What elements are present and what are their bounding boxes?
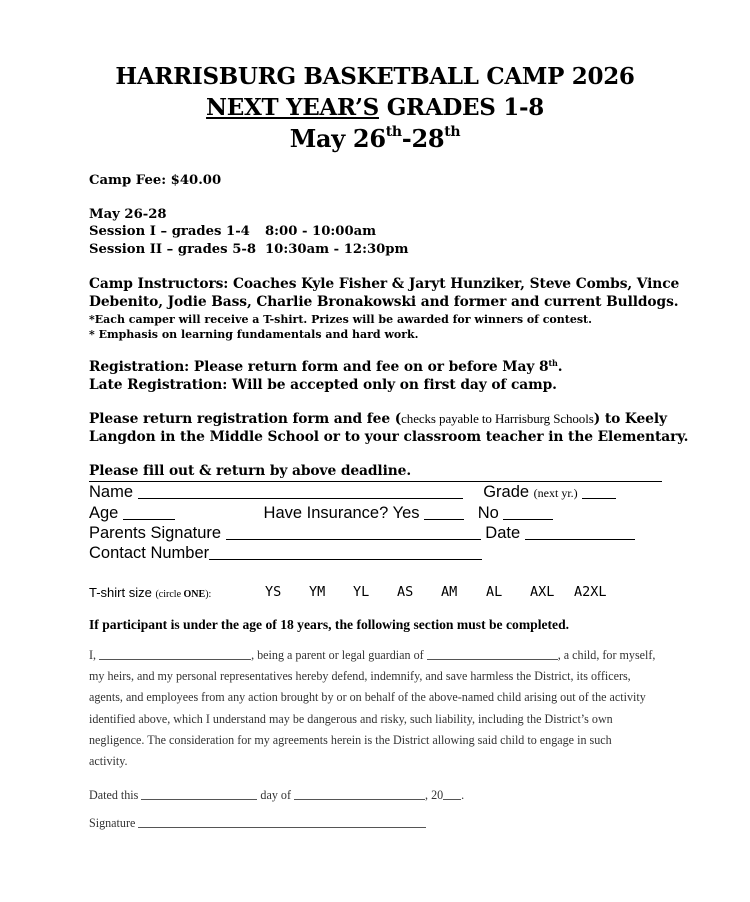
size-option[interactable]: AS [397, 584, 414, 600]
waiver-i: I, [89, 648, 100, 662]
checks-payable-note: checks payable to Harrisburg Schools [401, 411, 594, 426]
return-instructions-line2: Langdon in the Middle School or to your classroom teacher in the Elementary. [89, 429, 689, 445]
date-end: -28 [401, 124, 445, 153]
name-field[interactable] [138, 497, 463, 499]
dated-line [89, 788, 464, 803]
session-row [89, 224, 376, 239]
dated-day-field[interactable] [141, 788, 257, 800]
late-registration: Late Registration: Will be accepted only on first day of camp. [89, 377, 557, 393]
waiver-line: activity. [89, 754, 128, 769]
date-label: Date [485, 524, 521, 542]
fill-out-instruction: Please fill out & return by above deadline. [89, 463, 412, 479]
size-option[interactable]: A2XL [574, 584, 607, 600]
age-label: Age [89, 504, 119, 522]
waiver-line: identified above, which I understand may be dangerous and risky, such liability, including the District’s own [89, 711, 613, 726]
grade-field[interactable] [582, 497, 616, 499]
size-option[interactable]: AL [486, 584, 503, 600]
contact-row [89, 544, 482, 563]
session-time: 10:30am - 12:30pm [265, 242, 409, 257]
name-label: Name [89, 483, 134, 501]
year-prefix: , 20 [425, 788, 444, 802]
circle-note-a: (circle [155, 589, 184, 600]
insurance-label: Have Insurance? Yes [263, 504, 420, 522]
circle-note-one: ONE [183, 589, 206, 600]
guardian-name-field[interactable] [99, 648, 251, 660]
no-label: No [477, 504, 499, 522]
grade-note: (next yr.) [533, 486, 578, 500]
camp-fee: Camp Fee: $40.00 [89, 173, 222, 188]
waiver-child-text: , a child, for myself, [557, 648, 656, 662]
session-time: 8:00 - 10:00am [265, 224, 377, 239]
insurance-yes-field[interactable] [424, 518, 464, 520]
session-dates-heading: May 26-28 [89, 207, 167, 222]
size-option[interactable]: YM [309, 584, 326, 600]
waiver-line: agents, and employees from any action brought by or on behalf of the above-named child arising out of the activity [89, 690, 646, 705]
grade-label: Grade [483, 483, 530, 501]
dated-this-label: Dated this [89, 788, 142, 802]
return-text-end: ) to Keely [593, 411, 667, 427]
signature-label: Signature [89, 816, 139, 830]
waiver-guardian-text: , being a parent or legal guardian of [251, 648, 427, 662]
registration-deadline [89, 359, 562, 375]
circle-note-b: ): [205, 589, 212, 600]
contact-label: Contact Number [89, 544, 210, 562]
parent-signature-row [89, 524, 635, 543]
grades-title [0, 94, 750, 121]
tshirt-prize-note: *Each camper will receive a T-shirt. Prizes will be awarded for winners of contest. [89, 313, 592, 326]
size-option[interactable]: YL [353, 584, 370, 600]
camp-title: HARRISBURG BASKETBALL CAMP 2026 [115, 63, 635, 90]
return-text: Please return registration form and fee ( [89, 411, 402, 427]
tshirt-label-text: T-shirt size [89, 585, 152, 600]
registration-period: . [557, 359, 563, 375]
child-name-field[interactable] [427, 648, 558, 660]
date-start-suffix: th [385, 124, 402, 140]
signature-line [89, 816, 426, 831]
size-option[interactable]: AXL [530, 584, 555, 600]
size-option[interactable]: AM [441, 584, 458, 600]
instructors-line: Camp Instructors: Coaches Kyle Fisher & Jaryt Hunziker, Steve Combs, Vince [89, 276, 680, 292]
waiver-line: negligence. The consideration for my agreements herein is the District allowing said child to engage in such [89, 732, 612, 747]
date-end-suffix: th [444, 124, 461, 140]
next-year-text: NEXT YEAR’S [206, 94, 379, 121]
tshirt-size-label [89, 585, 211, 600]
grades-text: GRADES 1-8 [378, 94, 544, 121]
registration-text: Registration: Please return form and fee on or before May 8 [89, 359, 549, 375]
date-start: May 26 [289, 124, 386, 153]
age-insurance-row [89, 504, 553, 523]
form-divider [89, 481, 662, 482]
insurance-no-field[interactable] [503, 518, 553, 520]
parent-signature-label: Parents Signature [89, 524, 222, 542]
registration-suffix: th [548, 358, 558, 368]
camp-dates-title [0, 124, 750, 153]
dated-period: . [461, 788, 465, 802]
session-name: Session I – grades 1-4 [89, 224, 250, 239]
fundamentals-note: * Emphasis on learning fundamentals and hard work. [89, 328, 419, 341]
dated-year-field[interactable] [443, 788, 461, 800]
parent-signature-field[interactable] [226, 538, 481, 540]
signature-field[interactable] [138, 816, 426, 828]
waiver-line [89, 645, 664, 666]
name-grade-row [89, 483, 616, 502]
contact-field[interactable] [209, 558, 482, 560]
size-option[interactable]: YS [265, 584, 282, 600]
dated-month-field[interactable] [294, 788, 425, 800]
waiver-heading: If participant is under the age of 18 years, the following section must be completed. [89, 617, 570, 632]
age-field[interactable] [123, 518, 175, 520]
return-instructions [89, 411, 667, 427]
waiver-text [89, 645, 664, 772]
session-row [89, 242, 408, 257]
tshirt-circle-note [155, 589, 211, 600]
waiver-line: my heirs, and my personal representatives hereby defend, indemnify, and save harmless the District, its officers, [89, 669, 631, 684]
session-name: Session II – grades 5-8 [89, 242, 257, 257]
instructors-line: Debenito, Jodie Bass, Charlie Bronakowski and former and current Bulldogs. [89, 294, 679, 310]
day-of-label: day of [257, 788, 295, 802]
date-field[interactable] [525, 538, 635, 540]
